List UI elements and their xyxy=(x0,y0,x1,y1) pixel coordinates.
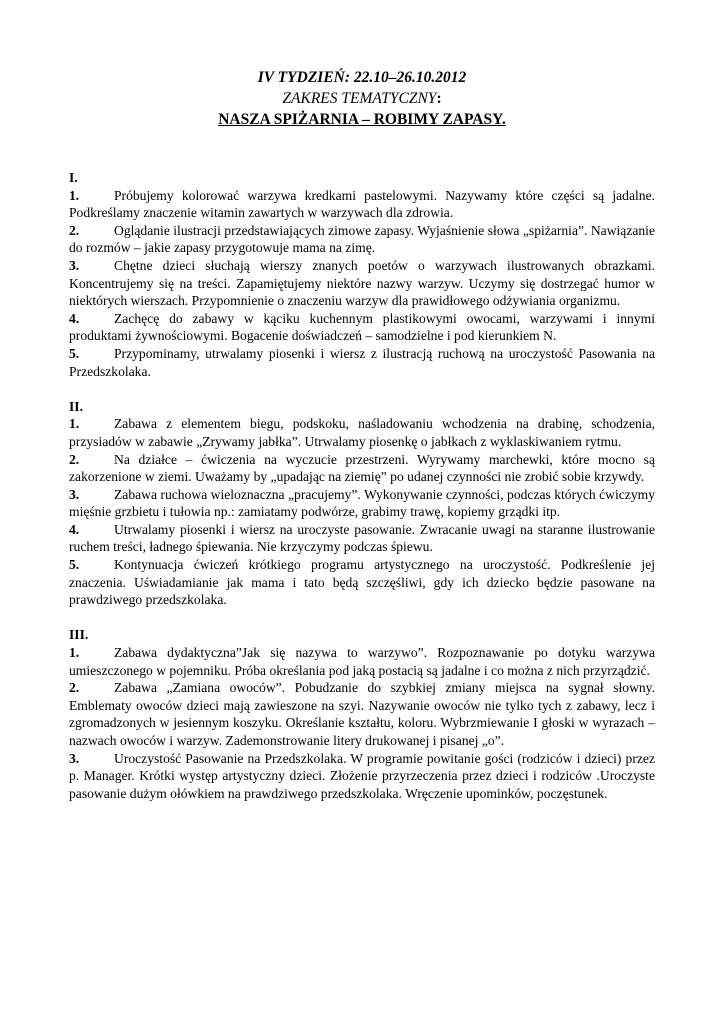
item-number: 5. xyxy=(69,345,80,361)
item-number: 2. xyxy=(69,222,80,238)
item-number: 3. xyxy=(69,486,80,502)
section xyxy=(69,626,655,802)
item-number: 1. xyxy=(69,187,80,203)
list-item xyxy=(69,556,655,609)
theme-title: NASZA SPIŻARNIA – ROBIMY ZAPASY. xyxy=(218,111,506,128)
item-number: 3. xyxy=(69,257,80,273)
item-text: Próbujemy kolorować warzywa kredkami pastelowymi. Nazywamy które części są jadalne. Podkreślamy znaczenie witamin zawartych w warzywach dla zdrowia. xyxy=(69,187,655,221)
section-title: I. xyxy=(69,170,78,185)
item-number: 4. xyxy=(69,521,80,537)
item-number: 2. xyxy=(69,680,80,696)
list-item xyxy=(69,415,655,450)
list-item xyxy=(69,345,655,380)
item-number: 1. xyxy=(69,416,80,432)
section xyxy=(69,398,655,609)
item-text: Zabawa z elementem biegu, podskoku, naśladowaniu wchodzenia na drabinę, schodzenia, przysiadów w zabawie „Zrywamy jabłka”. Utrwalamy piosenkę o jabłkach z wyklaskiwaniem rytmu. xyxy=(69,416,655,449)
list-item xyxy=(69,451,655,486)
item-text: Utrwalamy piosenki i wiersz na uroczyste pasowanie. Zwracanie uwagi na staranne ilustrowanie ruchem treści, ładnego śpiewania. Nie krzyczymy podczas śpiewu. xyxy=(69,521,655,555)
thematic-scope-text: ZAKRES TEMATYCZNY xyxy=(282,90,437,107)
item-text: Przypominamy, utrwalamy piosenki i wiersz z ilustracją ruchową na uroczystość Pasowania na Przedszkolaka. xyxy=(69,345,655,379)
thematic-scope-label xyxy=(0,88,724,109)
item-text: Zachęcę do zabawy w kąciku kuchennym plastikowymi owocami, warzywami i innymi produktami żywnościowymi. Bogacenie doświadczeń – samodzielne i pod kierunkiem N. xyxy=(69,310,655,344)
list-item xyxy=(69,257,655,310)
list-item xyxy=(69,679,655,749)
document-body xyxy=(69,169,655,802)
list-item xyxy=(69,222,655,257)
item-number: 3. xyxy=(69,750,80,766)
week-title: IV TYDZIEŃ: 22.10–26.10.2012 xyxy=(257,69,467,86)
item-text: Zabawa „Zamiana owoców”. Pobudzanie do szybkiej zmiany miejsca na sygnał słowny. Emblematy owoców dzieci mają zawieszone na szyi. Nazywanie owoców nie tylko tych z zabawy, lecz i zgromadzonych w jesiennym koszyku. Określanie kształtu, koloru. Wybrzmiewanie I głoski w wyrazach – nazwach owoców i warzyw. Zademonstrowanie litery drukowanej i pisanej „o”. xyxy=(69,680,655,748)
list-item xyxy=(69,521,655,556)
list-item xyxy=(69,187,655,222)
list-item xyxy=(69,486,655,521)
item-number: 1. xyxy=(69,645,80,661)
list-item xyxy=(69,750,655,803)
item-text: Uroczystość Pasowanie na Przedszkolaka. W programie powitanie gości (rodziców i dzieci) przez p. Manager. Krótki występ artystyczny dzieci. Złożenie przyrzeczenia przez dzieci i rodziców .Uroczyste pasowanie dużym ołówkiem na prawdziwego przedszkolaka. Wręczenie upominków, poczęstunek. xyxy=(69,750,655,801)
section-title: III. xyxy=(69,627,89,643)
item-text: Oglądanie ilustracji przedstawiających zimowe zapasy. Wyjaśnienie słowa „spiżarnia”. Nawiązanie do rozmów – jakie zapasy przygotowuje mama na zimę. xyxy=(69,222,655,256)
item-text: Chętne dzieci słuchają wierszy znanych poetów o warzywach ilustrowanych obrazkami. Koncentrujemy się na treści. Zapamiętujemy niektóre nazwy warzyw. Uczymy się dostrzegać humor w niektórych wierszach. Przypomnienie o znaczeniu warzyw dla prawidłowego odżywiania organizmu. xyxy=(69,257,655,309)
item-number: 5. xyxy=(69,557,80,573)
section-title: II. xyxy=(69,398,83,414)
item-text: Kontynuacja ćwiczeń krótkiego programu artystycznego na uroczystość. Podkreślenie jej znaczenia. Uświadamianie jak mama i tato będą szczęśliwi, gdy ich dziecko będzie pasowane na prawdziwego przedszkolaka. xyxy=(69,557,655,608)
item-number: 2. xyxy=(69,451,80,467)
item-text: Zabawa ruchowa wieloznaczna „pracujemy”. Wykonywanie czynności, podczas których ćwiczymy mięśnie grzbietu i tułowia np.: zamiatamy podwórze, grabimy trawę, kopiemy grządki itp. xyxy=(69,486,655,520)
document-header xyxy=(0,67,724,130)
item-number: 4. xyxy=(69,310,80,326)
thematic-scope-colon: : xyxy=(436,90,442,107)
section xyxy=(69,169,655,380)
item-text: Na działce – ćwiczenia na wyczucie przestrzeni. Wyrywamy marchewki, które mocno są zakorzenione w ziemi. Uważamy by „upadając na ziemię” po udanej czynności nie zrobić sobie krzywdy. xyxy=(69,451,655,485)
list-item xyxy=(69,644,655,679)
list-item xyxy=(69,310,655,345)
item-text: Zabawa dydaktyczna”Jak się nazywa to warzywo”. Rozpoznawanie po dotyku warzywa umieszczonego w pojemniku. Próba określania pod jaką postacią są jadalne i co można z nich przyrządzić. xyxy=(69,645,655,678)
